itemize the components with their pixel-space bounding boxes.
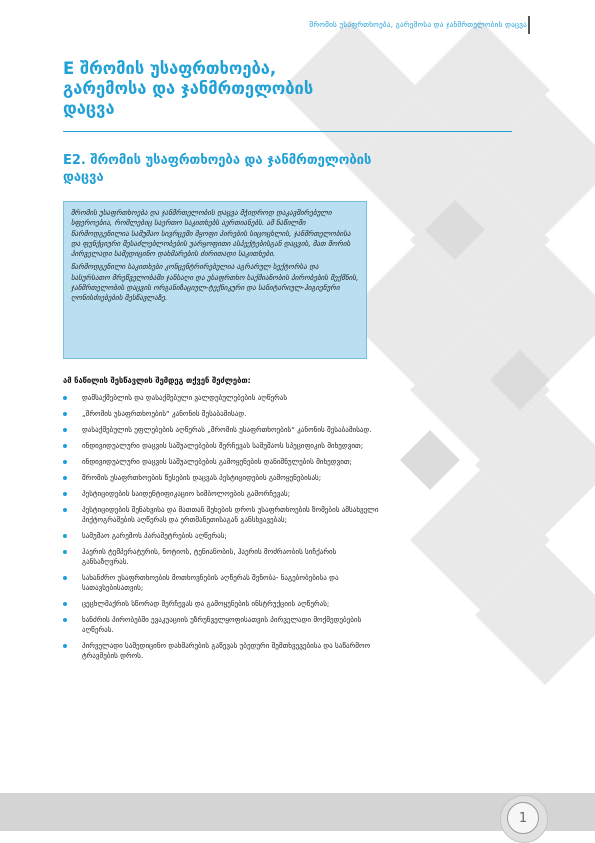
list-item	[63, 441, 383, 451]
bullet-icon	[63, 396, 67, 400]
list-item	[63, 547, 383, 567]
bullet-icon	[63, 428, 67, 432]
list-item-text: ჰაერის ტემპერატურის, ნოტიოს, ტენიანობის, ჰაერის მოძრაობის სიჩქარის განსაზღვრას.	[82, 547, 337, 566]
bullet-icon	[63, 492, 67, 496]
list-item	[63, 473, 383, 483]
outcomes-heading: ამ ნაწილის შესწავლის შემდეგ თქვენ შეძლებთ:	[63, 376, 251, 385]
list-item	[63, 531, 383, 541]
bullet-icon	[63, 602, 67, 606]
list-item	[63, 641, 383, 661]
bullet-icon	[63, 412, 67, 416]
subsection-title: E2. შრომის უსაფრთხოება და ჯანმრთელობის დაცვა	[63, 153, 372, 185]
list-item	[63, 505, 383, 525]
bullet-icon	[63, 534, 67, 538]
bullet-icon	[63, 444, 67, 448]
list-item-text: პესტიციდების საიდენტიფიკაციო სიმბოლოების გამორჩევას;	[82, 489, 291, 498]
list-item-text: შრომის უსაფრთხოების წესების დაცვას პესტიციდების გამოყენებისას;	[82, 473, 322, 482]
page-number: 1	[507, 802, 539, 834]
section-title: E შრომის უსაფრთხოება, გარემოსა და ჯანმრთელობის დაცვა	[63, 59, 314, 118]
bullet-icon	[63, 618, 67, 622]
list-item-text: ხანძრის პირობებში ევაკუაციის უზრუნველყოფისათვის პირველადი მოქმედებების აღწერას.	[82, 615, 362, 634]
intro-paragraph: შრომის უსაფრთხოება და ჯანმრთელობის დაცვა მჭიდროდ დაკავშირებული სფეროებია, რომლებიც საერთო საკითხებს აერთიანებს. ამ ნაწილში წარმოდგენილია სამუშაო სივრცეში მყოფი პირების სიცოცხლის, ჯანმრთელობისა და ფუნქციური შესაძლებლობების უარყოფითი ასპექტებისგან დაცვის, მათ შორის პირველადი სამედიცინო დახმარების ძირითადი საკითხები.	[71, 208, 351, 259]
bullet-icon	[63, 576, 67, 580]
intro-paragraph: წარმოდგენილი საკითხები კონცენტრირებულია აგრარულ სექტორსა და სასურსათო მრეწველობაში ჯანსაღი და უსაფრთხო საქმიანობის პირობების შექმნის, ჯანმრთელობის დაცვის ორგანიზაციულ-ტექნიკური და სანიტარიულ-ჰიგიენური ღონისძიებების შესწავლაზე.	[71, 262, 359, 303]
bullet-icon	[63, 644, 67, 648]
list-item-text: პესტიციდების შენახვისა და მათთან შეხების დროს უსაფრთხოების ზომების ამსახველი პიქტოგრამების აღწერას და ერთმანეთისაგან განსხვავებას;	[82, 505, 379, 524]
title-rule	[63, 131, 512, 132]
bullet-icon	[63, 508, 67, 512]
list-item	[63, 425, 383, 435]
bullet-icon	[63, 460, 67, 464]
list-item-text: ცეცხლმაქრის სწორად შერჩევას და გამოყენების ინსტრუქციის აღწერას;	[82, 599, 330, 608]
list-item	[63, 457, 383, 467]
list-item-text: ინდივიდუალური დაცვის საშუალებების შერჩევას სამუშაოს სპეციფიკის მიხედვით;	[82, 441, 364, 450]
list-item	[63, 615, 383, 635]
list-item	[63, 573, 383, 593]
list-item-text: დასაქმებულის უფლებების აღწერას „შრომის უსაფრთხოების“ კანონის შესაბამისად.	[82, 425, 372, 434]
bullet-icon	[63, 550, 67, 554]
list-item	[63, 599, 383, 609]
list-item	[63, 409, 383, 419]
list-item-text: დამსაქმებლის და დასაქმებული ვალდებულებების აღწერას	[82, 393, 288, 402]
list-item-text: სამუშაო გარემოს პარამეტრების აღწერას;	[82, 531, 227, 540]
list-item-text: სახანძრო უსაფრთხოების მოთხოვნების აღწერას შენობა- ნაგებობებისა და სათავსებისათვის;	[82, 573, 339, 592]
running-header: შრომის უსაფრთხოება, გარემოსა და ჯანმრთელობის დაცვა	[309, 20, 527, 29]
list-item	[63, 393, 383, 403]
list-item-text: პირველადი სამედიცინო დახმარების გაწევას უბედური შემთხვევებისა და საწარმოო ტრავმების დროს.	[82, 641, 371, 660]
list-item	[63, 489, 383, 499]
header-divider	[528, 16, 530, 34]
intro-box	[63, 201, 367, 359]
list-item-text: „შრომის უსაფრთხოების“ კანონის შესაბამისად.	[82, 409, 247, 418]
bullet-icon	[63, 476, 67, 480]
outcomes-list	[63, 393, 383, 667]
list-item-text: ინდივიდუალური დაცვის საშუალებების გამოყენების დანიშნულების მიხედვით;	[82, 457, 352, 466]
